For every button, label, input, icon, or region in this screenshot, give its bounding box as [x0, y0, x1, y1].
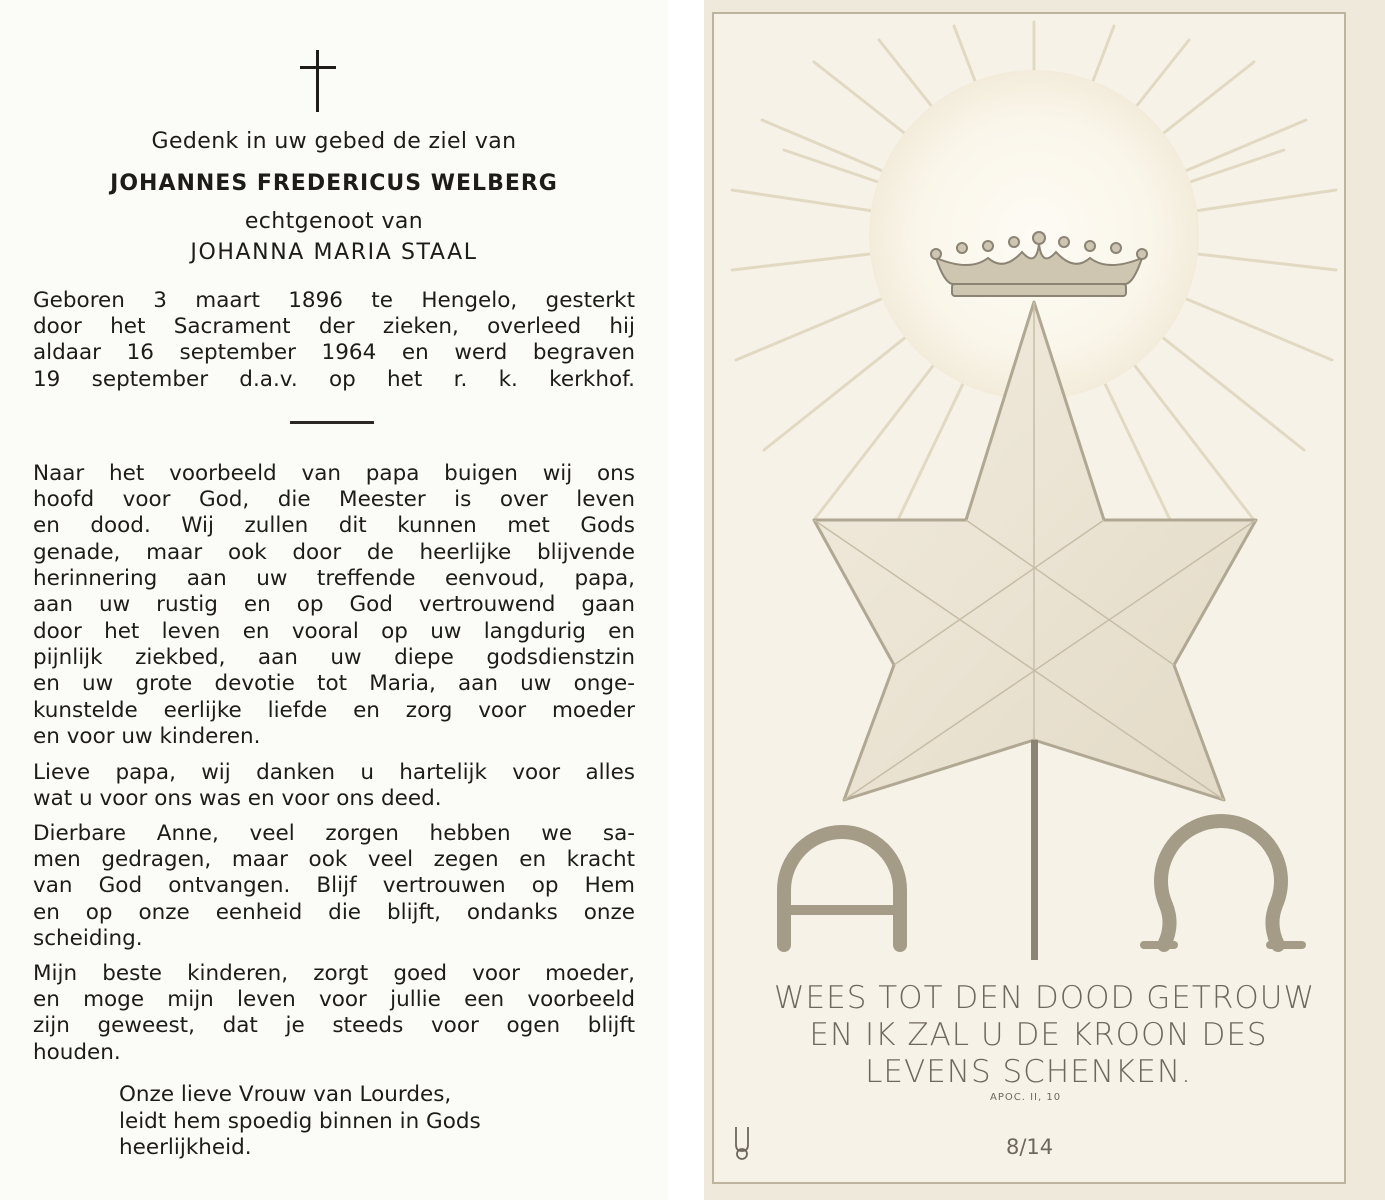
motto-line: LEVENS SCHENKEN.: [865, 1054, 1192, 1090]
memorial-card-text: [0, 0, 668, 1200]
text-line: Dierbare Anne, veel zorgen hebben we sa-: [33, 821, 635, 846]
text-line: en uw grote devotie tot Maria, aan uw onge-: [33, 671, 635, 696]
text-line: herinnering aan uw treffende eenvoud, papa,: [33, 566, 635, 591]
motto-line: EN IK ZAL U DE KROON DES: [809, 1017, 1268, 1053]
closing-line: Onze lieve Vrouw van Lourdes,: [119, 1082, 452, 1107]
card-number: 8/14: [1006, 1135, 1054, 1159]
scripture-reference: APOC. II, 10: [990, 1092, 1062, 1103]
text-line: door het leven en vooral op uw langdurig en: [33, 619, 635, 644]
text-line: genade, maar ook door de heerlijke blijvende: [33, 540, 635, 565]
text-line: en op onze eenheid die blijft, ondanks onze: [33, 900, 635, 925]
text-line: en dood. Wij zullen dit kunnen met Gods: [33, 513, 635, 538]
text-line: hoofd voor God, die Meester is over leven: [33, 487, 635, 512]
cross-icon: [296, 48, 340, 114]
omega-icon: [1144, 821, 1302, 945]
monogram-icon: [730, 1125, 754, 1161]
spouse-name: JOHANNA MARIA STAAL: [190, 240, 478, 265]
text-line: houden.: [33, 1040, 121, 1065]
bio-line: Geboren 3 maart 1896 te Hengelo, gesterkt: [33, 288, 635, 313]
text-line: Lieve papa, wij danken u hartelijk voor alles: [33, 760, 635, 785]
text-line: en moge mijn leven voor jullie een voorbeeld: [33, 987, 635, 1012]
text-line: van God ontvangen. Blijf vertrouwen op Hem: [33, 873, 635, 898]
closing-line: heerlijkheid.: [119, 1135, 252, 1160]
bio-line: 19 september d.a.v. op het r. k. kerkhof.: [33, 367, 635, 392]
text-line: kunstelde eerlijke liefde en zorg voor moeder: [33, 698, 635, 723]
memorial-card-image: [704, 0, 1385, 1200]
text-line: scheiding.: [33, 926, 143, 951]
text-line: men gedragen, maar ook veel zegen en kracht: [33, 847, 635, 872]
closing-line: leidt hem spoedig binnen in Gods: [119, 1109, 481, 1134]
motto-line: WEES TOT DEN DOOD GETROUW: [773, 980, 1316, 1016]
text-line: Naar het voorbeeld van papa buigen wij ons: [33, 461, 635, 486]
intro-line: Gedenk in uw gebed de ziel van: [151, 129, 517, 154]
alpha-icon: [784, 832, 900, 945]
stem: [1031, 740, 1038, 960]
bio-line: aldaar 16 september 1964 en werd begraven: [33, 340, 635, 365]
text-line: Mijn beste kinderen, zorgt goed voor moeder,: [33, 961, 635, 986]
text-line: pijnlijk ziekbed, aan uw diepe godsdienstzin: [33, 645, 635, 670]
text-line: zijn geweest, dat je steeds voor ogen blijft: [33, 1013, 635, 1038]
spouse-intro: echtgenoot van: [244, 209, 424, 234]
text-line: aan uw rustig en op God vertrouwend gaan: [33, 592, 635, 617]
star-icon: [814, 302, 1256, 800]
bio-line: door het Sacrament der zieken, overleed hij: [33, 314, 635, 339]
divider: [290, 421, 374, 424]
text-line: wat u voor ons was en voor ons deed.: [33, 786, 442, 811]
text-line: en voor uw kinderen.: [33, 724, 261, 749]
deceased-name: JOHANNES FREDERICUS WELBERG: [110, 171, 558, 196]
